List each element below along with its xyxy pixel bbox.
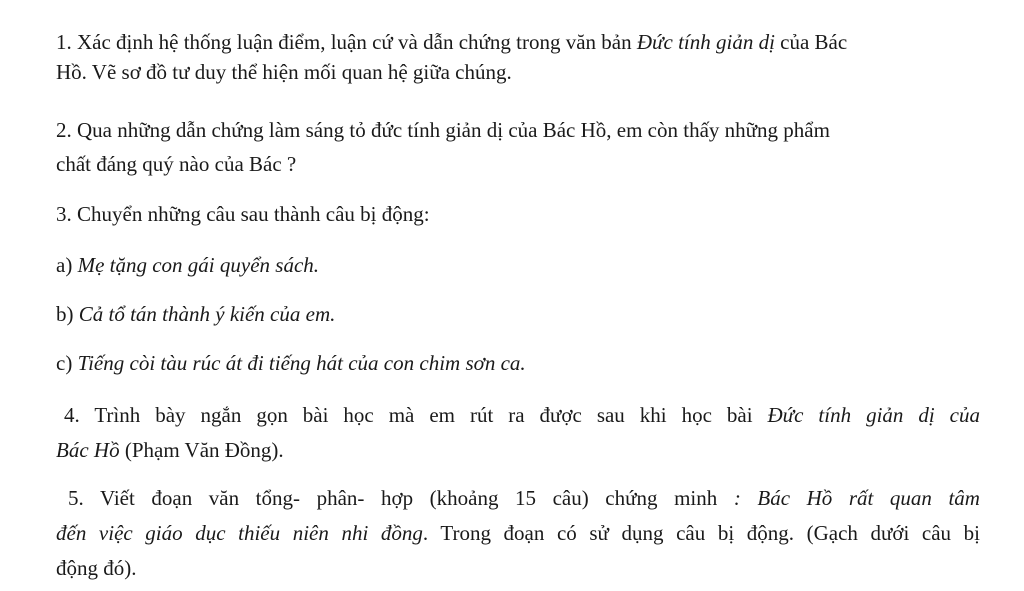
q3-item-b (56, 302, 335, 327)
q2-line-1: 2. Qua những dẫn chứng làm sáng tỏ đức tính giản dị của Bác Hồ, em còn thấy những phẩm (56, 118, 830, 142)
q3-c-label: c) (56, 351, 78, 375)
q1-line-2: Hồ. Vẽ sơ đồ tư duy thể hiện mối quan hệ giữa chúng. (56, 60, 512, 84)
q5-italic-2: đến việc giáo dục thiếu niên nhi đồng (56, 521, 423, 545)
q2-line-2: chất đáng quý nào của Bác ? (56, 152, 297, 176)
q3-a-label: a) (56, 253, 78, 277)
q3-b-text: Cả tổ tán thành ý kiến của em. (78, 302, 336, 326)
q4-title-part2: Bác Hồ (56, 438, 120, 462)
q3-c-text: Tiếng còi tàu rúc át đi tiếng hát của con chim sơn ca. (77, 351, 526, 375)
q5-italic-1: : Bác Hồ rất quan tâm (733, 486, 980, 510)
q3-a-text: Mẹ tặng con gái quyển sách. (77, 253, 320, 277)
q3-prompt: 3. Chuyển những câu sau thành câu bị động: (56, 202, 430, 226)
q3-item-c (56, 351, 526, 376)
q5-line-1 (56, 486, 980, 511)
q4-line-1 (56, 403, 980, 428)
q4-line-2 (56, 438, 284, 463)
q4-title-part1: Đức tính giản dị của (767, 403, 980, 427)
q4-text-b: (Phạm Văn Đồng). (119, 438, 284, 462)
q1-text-b: của Bác (774, 30, 848, 54)
q1-line-1 (56, 30, 847, 55)
q4-text-a: 4. Trình bày ngắn gọn bài học mà em rút ra được sau khi học bài (64, 403, 768, 427)
q5-line-2 (56, 521, 980, 546)
q3-item-a (56, 253, 319, 278)
q5-line-3: động đó). (56, 556, 137, 580)
q5-text-b: . Trong đoạn có sử dụng câu bị động. (Gạch dưới câu bị (422, 521, 980, 545)
q3-b-label: b) (56, 302, 79, 326)
q1-title: Đức tính giản dị (636, 30, 775, 54)
q1-text-a: 1. Xác định hệ thống luận điểm, luận cứ và dẫn chứng trong văn bản (56, 30, 637, 54)
q5-text-a: 5. Viết đoạn văn tổng- phân- hợp (khoảng 15 câu) chứng minh (68, 486, 734, 510)
